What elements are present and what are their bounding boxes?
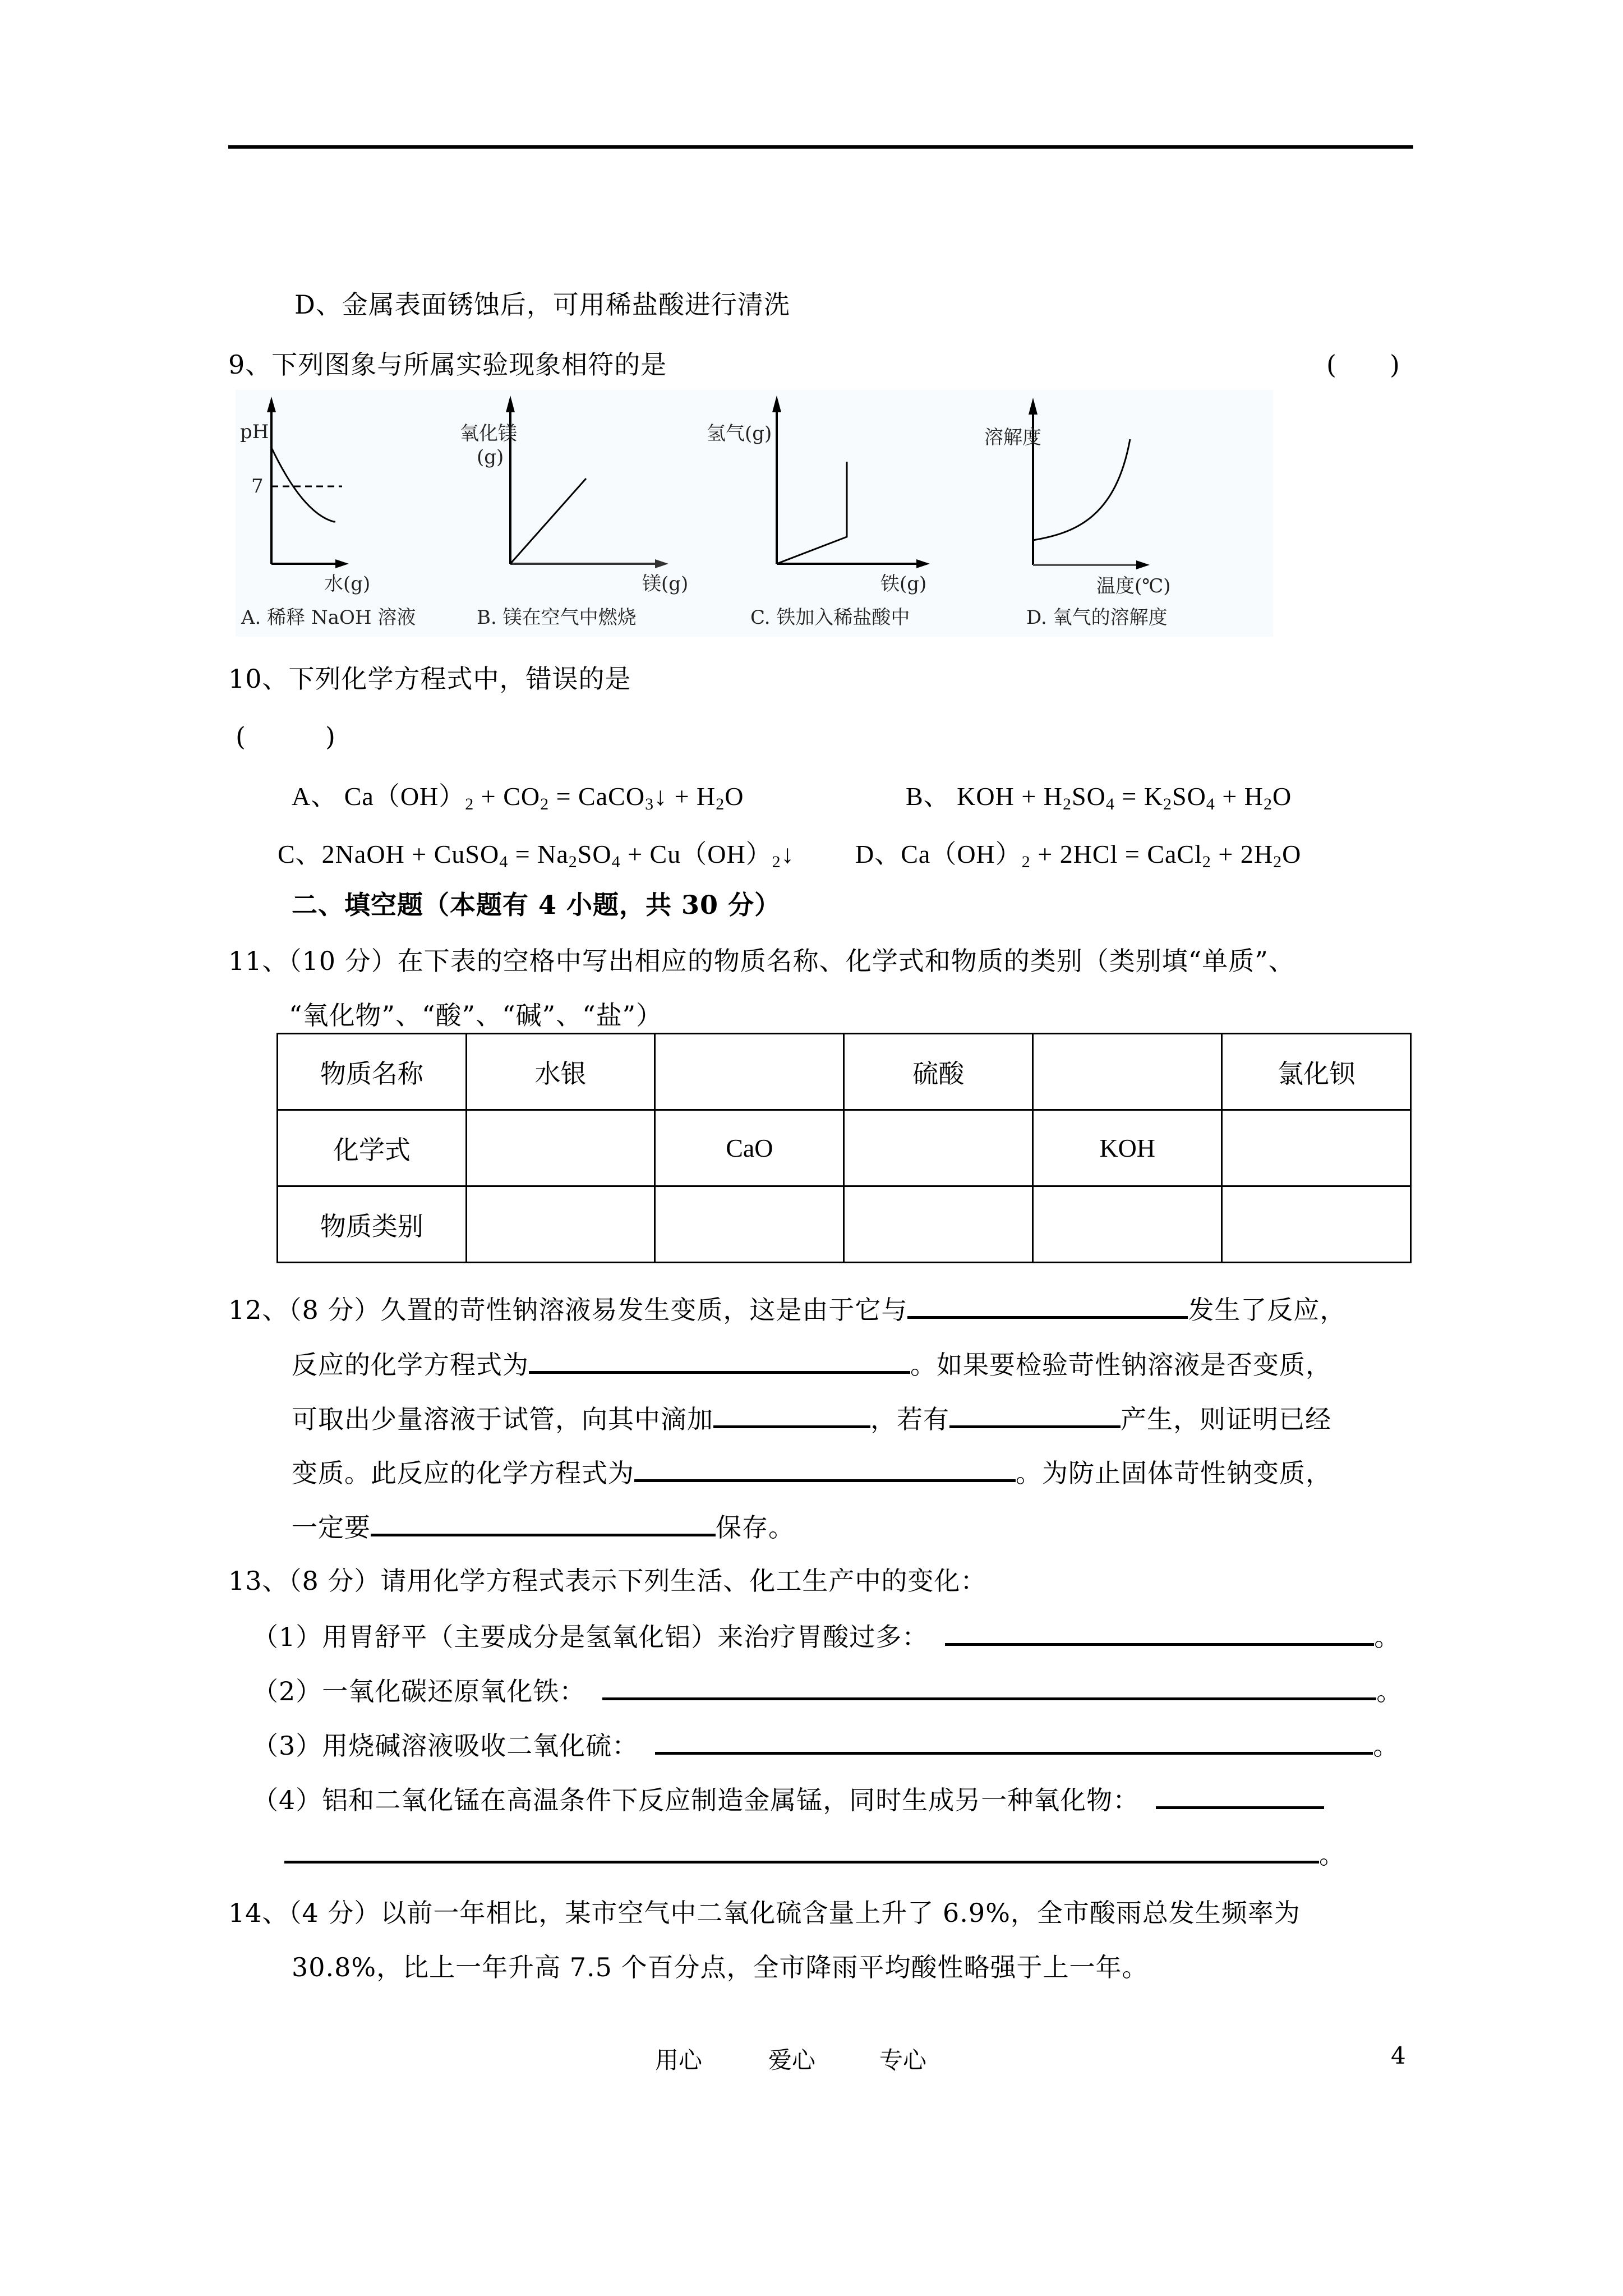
q13-item-text: （2）一氧化碳还原氧化铁： xyxy=(252,1676,586,1706)
table-cell-blank[interactable] xyxy=(655,1034,844,1110)
q13-item-2 xyxy=(252,1673,1403,1708)
footer-motto-1: 用心 xyxy=(655,2046,703,2074)
table-cell: 水银 xyxy=(466,1034,655,1110)
table-row xyxy=(278,1186,1411,1263)
q9-charts xyxy=(236,390,1273,637)
opt-c-text: C、2NaOH + CuSO xyxy=(278,840,500,868)
sub: 4 xyxy=(1206,795,1215,813)
chart-d-plot xyxy=(1009,390,1273,637)
table-cell-blank[interactable] xyxy=(1222,1186,1411,1263)
opt-b-text: = K xyxy=(1114,782,1163,811)
table-cell: CaO xyxy=(655,1110,844,1186)
chart-c-plot xyxy=(746,390,998,637)
chart-a-caption: A. 稀释 NaOH 溶液 xyxy=(241,606,416,629)
table-header-cell: 化学式 xyxy=(278,1110,467,1186)
opt-d-text: + 2HCl = CaCl xyxy=(1030,840,1202,868)
chart-c-caption: C. 铁加入稀盐酸中 xyxy=(750,606,910,629)
q12-text: 反应的化学方程式为 xyxy=(292,1350,529,1380)
q9-stem: 9、下列图象与所属实验现象相符的是 xyxy=(228,349,667,380)
q13-item-text: （3）用烧碱溶液吸收二氧化硫： xyxy=(252,1731,639,1761)
chart-a xyxy=(236,390,460,637)
chart-a-xlabel: 水(g) xyxy=(324,573,371,595)
table-header-cell: 物质名称 xyxy=(278,1034,467,1110)
table-cell: 硫酸 xyxy=(844,1034,1033,1110)
sub: 2 xyxy=(1263,795,1272,813)
opt-b-text: SO xyxy=(1072,782,1106,811)
opt-b-text: + H xyxy=(1215,782,1264,811)
q13-item-text: （4）铝和二氧化锰在高温条件下反应制造金属锰，同时生成另一种氧化物： xyxy=(252,1785,1140,1815)
opt-a-text: O xyxy=(725,782,744,811)
q14-line2: 30.8%，比上一年升高 7.5 个百分点，全市降雨平均酸性略强于上一年。 xyxy=(292,1952,1149,1982)
table-row xyxy=(278,1034,1411,1110)
opt-b-text: B、 KOH + H xyxy=(906,782,1063,811)
opt-d-text: + 2H xyxy=(1211,840,1274,868)
chart-d-ylabel: 溶解度 xyxy=(984,426,1041,449)
opt-b-text: SO xyxy=(1172,782,1206,811)
chart-d-caption: D. 氧气的溶解度 xyxy=(1026,606,1168,629)
table-cell-blank[interactable] xyxy=(466,1186,655,1263)
opt-d-text: D、Ca（OH） xyxy=(855,840,1022,868)
table-cell-blank[interactable] xyxy=(1033,1186,1222,1263)
footer-motto-2: 爱心 xyxy=(768,2046,816,2074)
sub: 4 xyxy=(1105,795,1115,813)
opt-c-text: = Na xyxy=(508,840,569,868)
table-cell-blank[interactable] xyxy=(655,1186,844,1263)
q10-option-c[interactable] xyxy=(278,838,795,871)
q8-option-d: D、金属表面锈蚀后，可用稀盐酸进行清洗 xyxy=(294,289,790,320)
q12-text: 可取出少量溶液于试管，向其中滴加 xyxy=(292,1404,713,1434)
q9-answer-bracket: ( ) xyxy=(1326,349,1400,380)
q12-blank-5[interactable] xyxy=(634,1455,1016,1482)
q12-text: 一定要 xyxy=(292,1512,371,1543)
opt-d-text: O xyxy=(1282,840,1302,868)
header-rule xyxy=(228,145,1413,149)
q12-line5 xyxy=(292,1509,795,1544)
sub: 2 xyxy=(568,853,578,871)
period: 。 xyxy=(1373,1731,1400,1761)
q12-text: 产生，则证明已经 xyxy=(1121,1404,1331,1434)
sub: 2 xyxy=(1021,853,1031,871)
table-cell: KOH xyxy=(1033,1110,1222,1186)
q10-option-d[interactable] xyxy=(855,838,1301,871)
sub: 2 xyxy=(1163,795,1172,813)
period: 。 xyxy=(1376,1676,1403,1706)
q13-blank-3[interactable] xyxy=(655,1727,1373,1755)
chart-b xyxy=(460,390,729,637)
chart-c-xlabel: 铁(g) xyxy=(880,573,927,595)
chart-b-ylabel-unit: (g) xyxy=(477,446,504,468)
chart-a-tick-7: 7 xyxy=(251,475,264,498)
q13-item-4-cont xyxy=(284,1836,1345,1871)
q12-blank-3[interactable] xyxy=(713,1401,870,1428)
q12-blank-2[interactable] xyxy=(529,1346,910,1374)
opt-a-text: A、 Ca（OH） xyxy=(292,782,465,811)
chart-b-ylabel: 氧化镁 xyxy=(460,422,517,445)
chart-d-xlabel: 温度(℃) xyxy=(1096,575,1171,597)
substance-table xyxy=(276,1033,1412,1263)
opt-c-text: + Cu（OH） xyxy=(620,840,772,868)
sub: 4 xyxy=(499,853,509,871)
q13-item-1 xyxy=(252,1618,1400,1654)
sub: 3 xyxy=(645,795,654,813)
period: 。 xyxy=(1319,1839,1345,1870)
chart-c xyxy=(707,390,998,637)
opt-c-text: ↓ xyxy=(781,840,795,868)
q12-line1 xyxy=(228,1291,1346,1327)
q13-blank-1[interactable] xyxy=(945,1618,1374,1646)
q10-answer-bracket: ( ) xyxy=(236,721,336,752)
q12-text: 。为防止固体苛性钠变质， xyxy=(1016,1458,1332,1488)
q13-item-3 xyxy=(252,1727,1399,1763)
sub: 2 xyxy=(1273,853,1283,871)
opt-a-text: ↓ + H xyxy=(654,782,716,811)
q12-text: 变质。此反应的化学方程式为 xyxy=(292,1458,634,1488)
page-number: 4 xyxy=(1391,2042,1406,2069)
q11-stem-line2: “氧化物”、“酸”、“碱”、“盐”） xyxy=(289,1000,663,1030)
q12-blank-6[interactable] xyxy=(371,1509,716,1536)
q12-line4 xyxy=(292,1455,1332,1490)
chart-b-caption: B. 镁在空气中燃烧 xyxy=(477,606,637,629)
table-cell-blank[interactable] xyxy=(466,1110,655,1186)
q13-blank-2[interactable] xyxy=(602,1673,1376,1700)
q10-option-b[interactable] xyxy=(906,780,1292,813)
table-cell-blank[interactable] xyxy=(844,1186,1033,1263)
q12-line2 xyxy=(292,1346,1332,1382)
q13-item-4 xyxy=(252,1782,1324,1817)
q12-text: 保存。 xyxy=(716,1512,795,1543)
opt-c-text: SO xyxy=(577,840,612,868)
chart-a-plot xyxy=(236,390,460,637)
q13-blank-4b[interactable] xyxy=(284,1836,1319,1864)
opt-b-text: O xyxy=(1272,782,1292,811)
footer-motto-3: 专心 xyxy=(879,2046,927,2074)
q11-stem-line1: 11、（10 分）在下表的空格中写出相应的物质名称、化学式和物质的类别（类别填“单质”、 xyxy=(228,946,1295,976)
chart-c-ylabel: 氢气(g) xyxy=(707,422,772,445)
q12-text: 。如果要检验苛性钠溶液是否变质， xyxy=(910,1350,1332,1380)
period: 。 xyxy=(1374,1622,1401,1652)
q13-item-text: （1）用胃舒平（主要成分是氢氧化铝）来治疗胃酸过多： xyxy=(252,1622,929,1652)
q12-blank-1[interactable] xyxy=(907,1291,1188,1319)
table-cell: 氯化钡 xyxy=(1222,1034,1411,1110)
q12-text: ，若有 xyxy=(870,1404,949,1434)
q14-line1: 14、（4 分）以前一年相比，某市空气中二氧化硫含量上升了 6.9%，全市酸雨总发生频率为 xyxy=(228,1898,1301,1928)
section-2-title: 二、填空题（本题有 4 小题，共 30 分） xyxy=(292,890,781,920)
sub: 2 xyxy=(540,795,550,813)
chart-d xyxy=(984,390,1273,637)
q12-text: 发生了反应， xyxy=(1188,1295,1347,1325)
q12-line3 xyxy=(292,1401,1331,1436)
q13-blank-4a[interactable] xyxy=(1156,1782,1324,1809)
opt-a-text: + CO xyxy=(474,782,541,811)
sub: 2 xyxy=(1063,795,1072,813)
chart-b-xlabel: 镁(g) xyxy=(642,573,689,595)
q13-stem: 13、（8 分）请用化学方程式表示下列生活、化工生产中的变化： xyxy=(228,1566,987,1596)
chart-a-ylabel: pH xyxy=(240,421,269,443)
q10-option-a[interactable] xyxy=(292,780,744,813)
table-cell-blank[interactable] xyxy=(1222,1110,1411,1186)
q12-blank-4[interactable] xyxy=(949,1401,1121,1428)
sub: 2 xyxy=(1202,853,1211,871)
sub: 4 xyxy=(611,853,621,871)
sub: 2 xyxy=(465,795,474,813)
q12-text: 12、（8 分）久置的苛性钠溶液易发生变质，这是由于它与 xyxy=(228,1295,908,1325)
table-header-cell: 物质类别 xyxy=(278,1186,467,1263)
table-row xyxy=(278,1110,1411,1186)
sub: 2 xyxy=(716,795,725,813)
sub: 2 xyxy=(772,853,781,871)
q10-stem: 10、下列化学方程式中，错误的是 xyxy=(228,664,631,694)
table-cell-blank[interactable] xyxy=(1033,1034,1222,1110)
opt-a-text: = CaCO xyxy=(549,782,645,811)
table-cell-blank[interactable] xyxy=(844,1110,1033,1186)
